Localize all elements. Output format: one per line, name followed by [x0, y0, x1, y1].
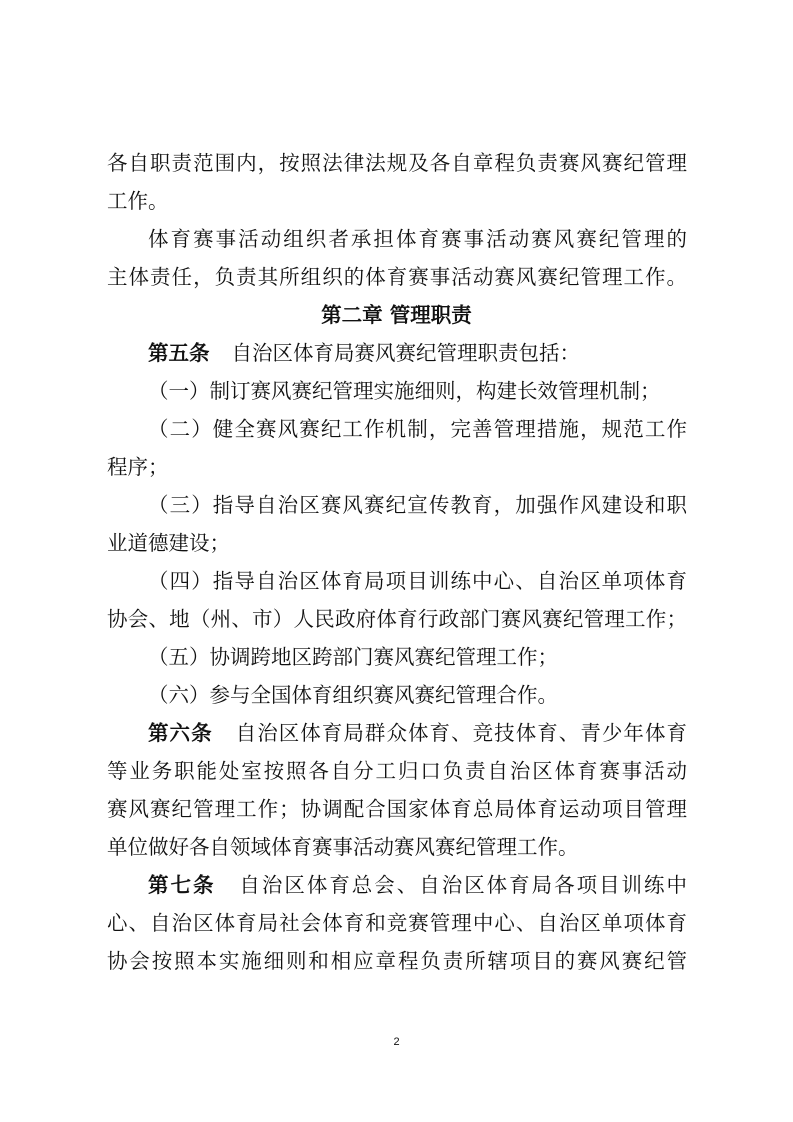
paragraph-line: 体育赛事活动组织者承担体育赛事活动赛风赛纪管理的	[148, 227, 687, 251]
list-item-continued: 业道德建设；	[107, 531, 230, 555]
article-text: 自治区体育总会、自治区体育局各项目训练中	[237, 873, 688, 897]
paragraph-line: 协会按照本实施细则和相应章程负责所辖项目的赛风赛纪管	[107, 949, 687, 973]
article-label: 第六条	[148, 721, 213, 745]
page-number: 2	[393, 1036, 400, 1048]
article-6	[148, 715, 687, 751]
article-label: 第七条	[148, 873, 216, 897]
paragraph-line: 工作。	[107, 189, 169, 213]
article-5	[148, 335, 687, 371]
list-item: （二）健全赛风赛纪工作机制，完善管理措施，规范工作	[148, 417, 687, 441]
paragraph-line: 主体责任，负责其所组织的体育赛事活动赛风赛纪管理工作。	[107, 265, 687, 289]
article-7	[148, 867, 687, 903]
paragraph-line: 单位做好各自领域体育赛事活动赛风赛纪管理工作。	[107, 835, 579, 859]
paragraph-line: 心、自治区体育局社会体育和竞赛管理中心、自治区单项体育	[107, 911, 687, 935]
list-item-continued: 协会、地（州、市）人民政府体育行政部门赛风赛纪管理工作；	[107, 607, 687, 631]
paragraph-line: 各自职责范围内，按照法律法规及各自章程负责赛风赛纪管理	[107, 151, 687, 175]
list-item: （五）协调跨地区跨部门赛风赛纪管理工作；	[148, 645, 558, 669]
list-item-continued: 程序；	[107, 455, 169, 479]
paragraph-line: 等业务职能处室按照各自分工归口负责自治区体育赛事活动	[107, 759, 687, 783]
list-item: （六）参与全国体育组织赛风赛纪管理合作。	[148, 683, 558, 707]
paragraph-line: 赛风赛纪管理工作；协调配合国家体育总局体育运动项目管理	[107, 797, 687, 821]
chapter-heading: 第二章 管理职责	[321, 303, 472, 327]
article-text: 自治区体育局赛风赛纪管理职责包括：	[231, 341, 580, 365]
list-item: （三）指导自治区赛风赛纪宣传教育，加强作风建设和职	[148, 493, 687, 517]
article-text: 自治区体育局群众体育、竞技体育、青少年体育	[234, 721, 687, 745]
list-item: （四）指导自治区体育局项目训练中心、自治区单项体育	[148, 569, 687, 593]
article-label: 第五条	[148, 341, 210, 365]
list-item: （一）制订赛风赛纪管理实施细则，构建长效管理机制；	[148, 379, 661, 403]
